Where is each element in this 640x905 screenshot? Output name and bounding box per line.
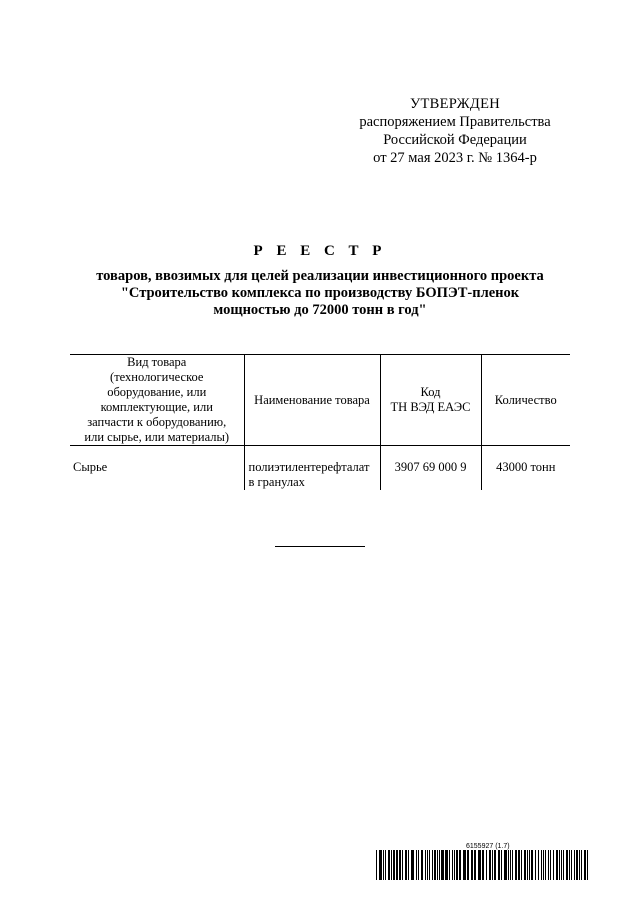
approval-heading: УТВЕРЖДЕН [409,96,501,112]
header-code-line: ТН ВЭД ЕАЭС [390,400,471,414]
subtitle-line-3: мощностью до 72000 тонн в год" [213,302,427,318]
header-code-line: Код [420,385,441,399]
subtitle-line-2: "Строительство комплекса по производству БОПЭТ-пленок [120,285,520,301]
header-tnved-code [380,355,481,446]
document-title: Р Е Е С Т Р [253,243,387,259]
approval-line-2: Российской Федерации [383,132,527,148]
header-goods-type-line: (технологическое [110,370,204,384]
header-quantity: Количество [481,355,570,446]
header-goods-type-line: или сырье, или материалы) [84,430,230,444]
header-goods-type-line: комплектующие, или [100,400,213,414]
document-subtitle [70,268,570,319]
header-goods-type-line: запчасти к оборудованию, [87,415,227,429]
table-row [70,446,570,491]
cell-quantity: 43000 тонн [481,446,570,491]
header-goods-type-line: Вид товара [127,355,187,369]
header-goods-type-line: оборудование, или [107,385,207,399]
table-header-row [70,355,570,446]
end-divider [275,546,365,547]
cell-tnved-code: 3907 69 000 9 [380,446,481,491]
registry-table [70,354,570,490]
cell-goods-name-line: в гранулах [248,475,305,489]
cell-goods-name-line: полиэтилентерефталат [248,460,370,474]
header-goods-type [70,355,244,446]
cell-goods-name [244,446,380,491]
barcode-number: 6155927 (1.7) [466,843,510,850]
header-goods-name: Наименование товара [244,355,380,446]
approval-line-1: распоряжением Правительства [359,114,551,130]
approval-block [340,95,570,167]
approval-line-3: от 27 мая 2023 г. № 1364-р [373,150,537,166]
cell-goods-type: Сырье [73,460,108,474]
subtitle-line-1: товаров, ввозимых для целей реализации инвестиционного проекта [96,268,544,284]
barcode-icon [376,850,590,880]
